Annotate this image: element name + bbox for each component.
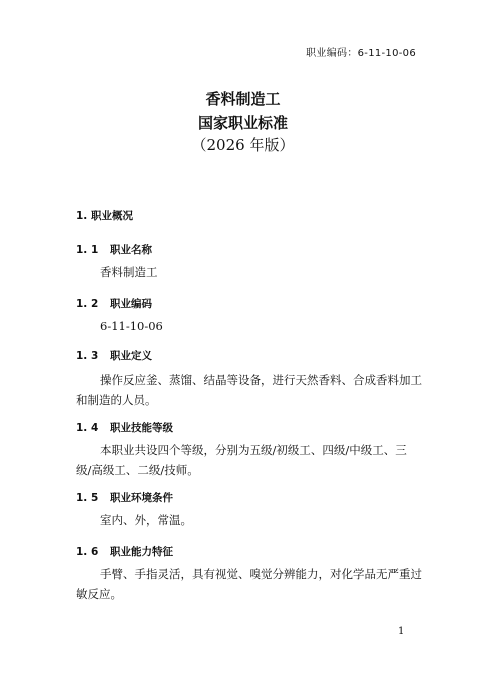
section-body-1-1 — [76, 262, 422, 282]
section-text: 香料制造工 — [100, 265, 158, 279]
document-edition: （2026 年版） — [191, 136, 295, 154]
section-body-1-6 — [76, 564, 422, 604]
section-title: 职业技能等级 — [110, 422, 173, 434]
section-heading-1-6 — [76, 544, 173, 559]
section-body-1-2 — [76, 316, 422, 336]
section-number: 1. 4 — [76, 422, 99, 434]
section-body-1-4 — [76, 440, 422, 480]
section-title: 职业环境条件 — [110, 492, 173, 504]
page-number: 1 — [398, 626, 405, 637]
section-number: 1. 2 — [76, 298, 99, 310]
section-title: 职业定义 — [110, 350, 152, 362]
section-title: 职业名称 — [110, 244, 152, 256]
section-body-1-3 — [76, 370, 422, 410]
occupation-code-header: 职业编码：6-11-10-06 — [306, 48, 416, 59]
section-text: 手臂、手指灵活，具有视觉、嗅觉分辨能力，对化学品无严重过敏反应。 — [76, 567, 422, 601]
section-body-1-5 — [76, 510, 422, 530]
document-subtitle: 国家职业标准 — [197, 114, 288, 132]
section-heading-1-3 — [76, 348, 152, 363]
section-heading-1-5 — [76, 490, 173, 505]
section-heading-1-2 — [76, 296, 152, 311]
section-text: 6-11-10-06 — [100, 319, 163, 333]
section-number: 1. 3 — [76, 350, 99, 362]
section-heading-1: 1. 职业概况 — [76, 210, 133, 222]
section-text: 室内、外，常温。 — [100, 513, 192, 527]
section-text: 本职业共设四个等级，分别为五级/初级工、四级/中级工、三级/高级工、二级/技师。 — [76, 443, 407, 477]
section-title: 职业编码 — [110, 298, 152, 310]
section-title: 职业能力特征 — [110, 546, 173, 558]
section-number: 1. 5 — [76, 492, 99, 504]
section-heading-1-4 — [76, 420, 173, 435]
section-number: 1. 6 — [76, 546, 99, 558]
section-heading-1-1 — [76, 242, 152, 257]
section-text: 操作反应釜、蒸馏、结晶等设备，进行天然香料、合成香料加工和制造的人员。 — [76, 373, 422, 407]
section-number: 1. 1 — [76, 244, 99, 256]
document-title: 香料制造工 — [205, 90, 281, 108]
